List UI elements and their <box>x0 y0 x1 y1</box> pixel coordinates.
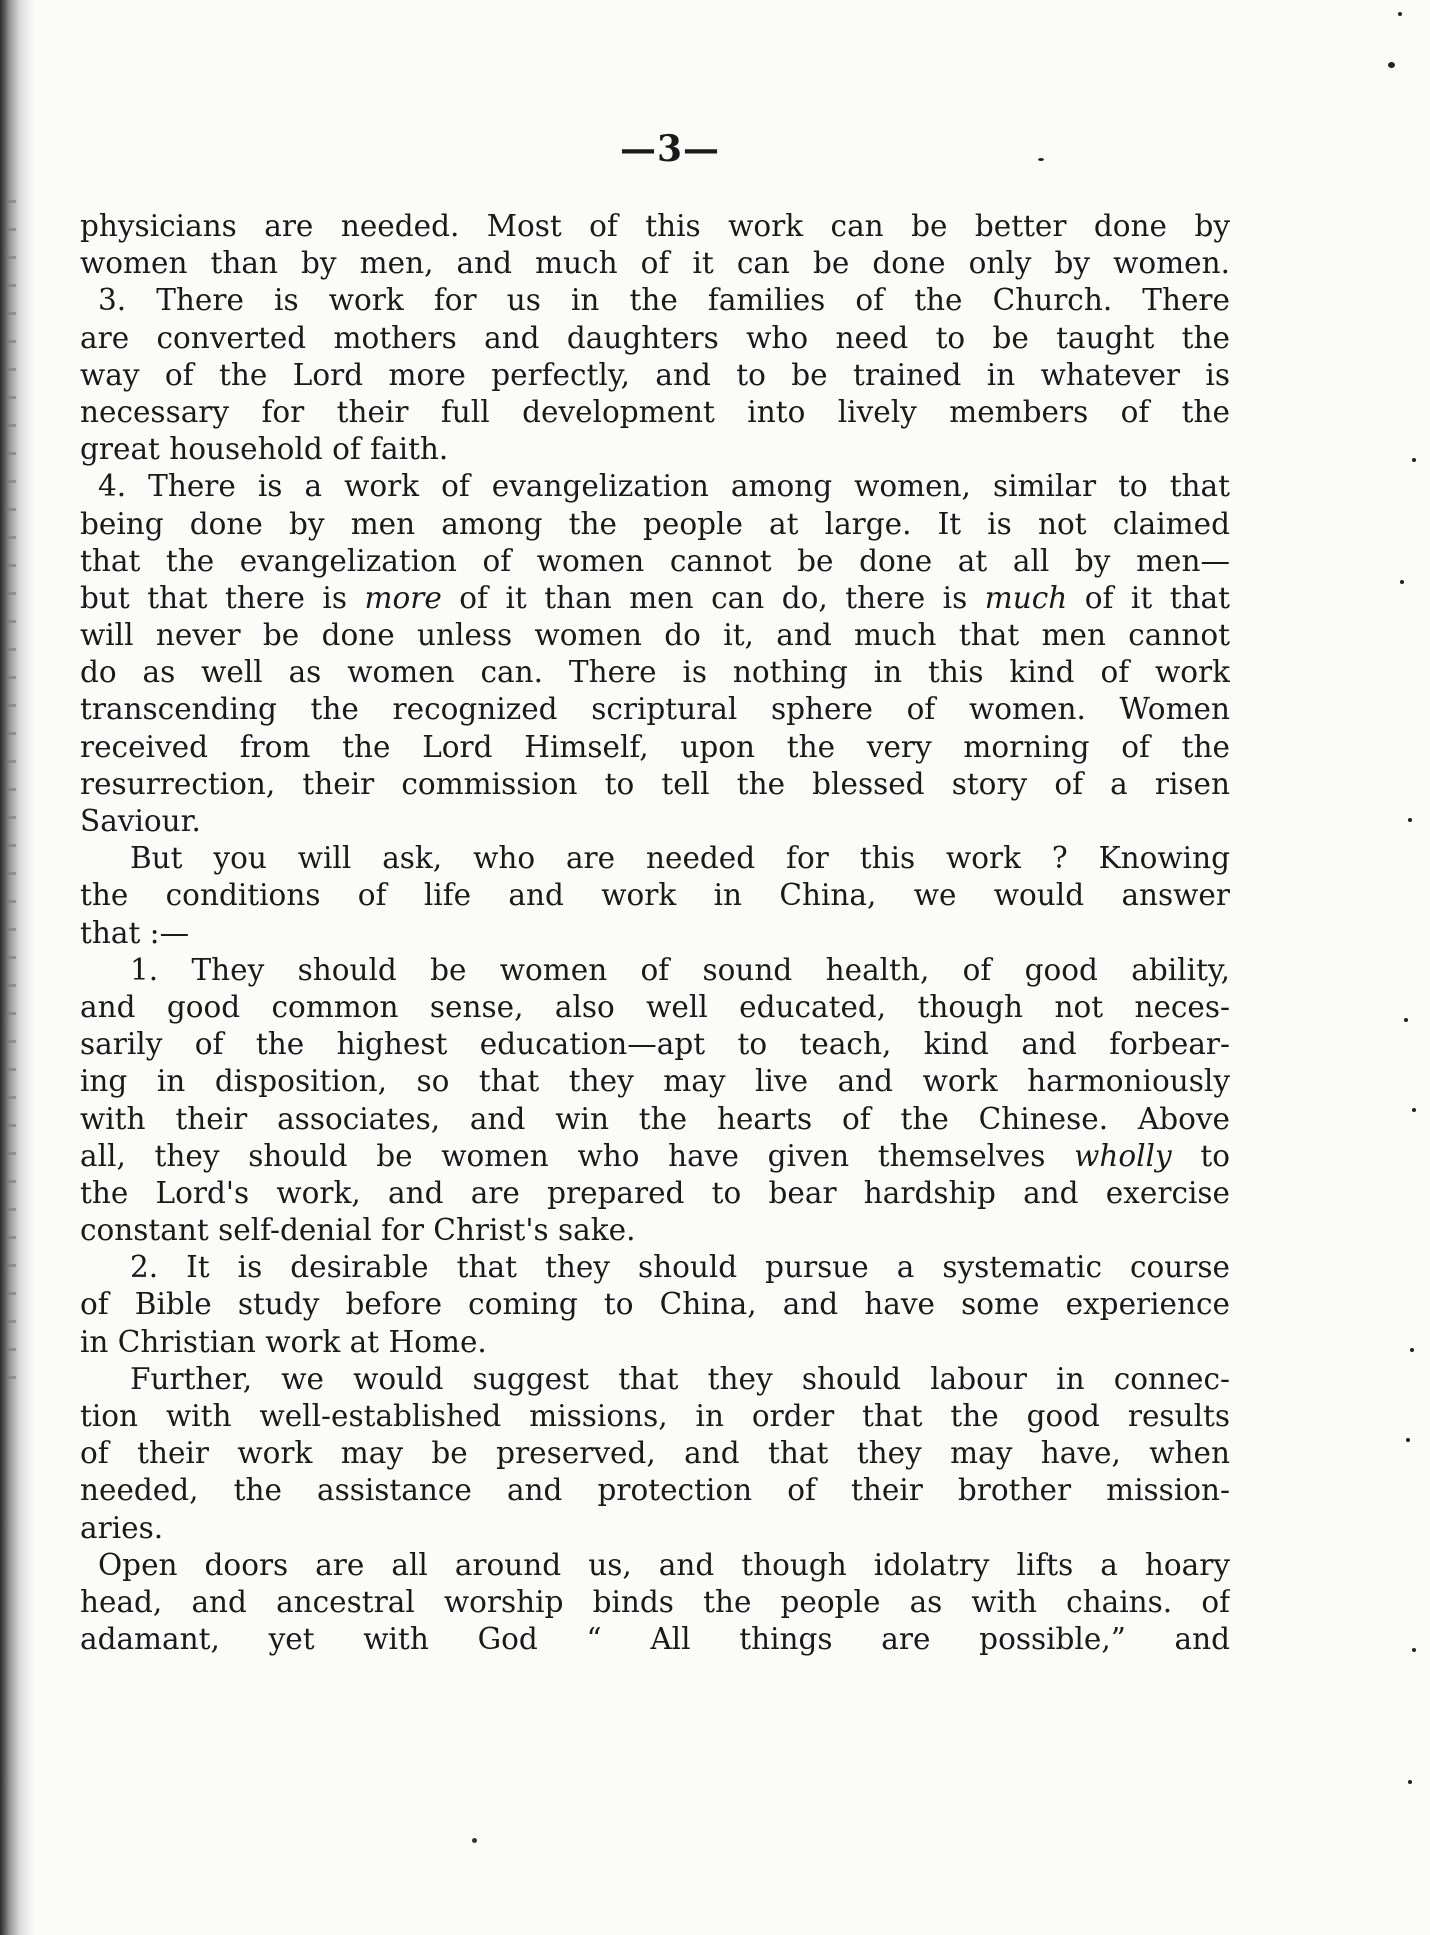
text-line: Saviour. <box>80 804 201 838</box>
scan-speck <box>1412 1648 1416 1652</box>
scan-speck <box>1410 1348 1414 1352</box>
text-line: tion with well-established missions, in order that the good results <box>80 1399 1230 1433</box>
scan-speck <box>1038 158 1044 161</box>
scan-speck <box>472 1838 477 1843</box>
text-line: received from the Lord Himself, upon the very morning of the <box>80 729 1230 764</box>
scan-speck <box>1408 1780 1412 1784</box>
emphasized-word: much <box>984 580 1068 615</box>
scan-speck <box>1408 818 1412 822</box>
text-line: will never be done unless women do it, and much that men cannot <box>80 618 1230 653</box>
text-line: that :— <box>80 915 190 950</box>
scan-speck <box>1406 1438 1410 1442</box>
text-line: sarily of the highest education—apt to teach, kind and forbear- <box>80 1027 1230 1062</box>
text-line: resurrection, their commission to tell the blessed story of a risen <box>80 766 1230 801</box>
text-segment: to <box>1171 1138 1230 1173</box>
text-line: transcending the recognized scriptural sphere of women. Women <box>80 692 1230 727</box>
scan-speck <box>1400 580 1404 584</box>
scan-speck <box>1388 62 1395 68</box>
emphasized-word: more <box>364 580 442 615</box>
text-line: constant self-denial for Christ's sake. <box>80 1213 636 1248</box>
text-line: ing in disposition, so that they may live and work harmoniously <box>80 1064 1230 1099</box>
text-line: Open doors are all around us, and though idolatry lifts a hoary <box>98 1547 1230 1582</box>
text-line: the conditions of life and work in China, we would answer <box>80 878 1230 913</box>
text-line: physicians are needed. Most of this work can be better done by <box>80 209 1230 243</box>
body-text <box>80 208 1230 1658</box>
text-line: of Bible study before coming to China, and have some experience <box>80 1287 1230 1322</box>
text-line: with their associates, and win the hearts of the Chinese. Above <box>80 1101 1230 1136</box>
text-line: 3. There is work for us in the families of the Church. There <box>98 283 1230 318</box>
text-line: needed, the assistance and protection of their brother mission- <box>80 1473 1230 1508</box>
text-segment: of it that <box>1067 580 1230 615</box>
text-line: But you will ask, who are needed for this work ? Knowing <box>130 841 1230 876</box>
text-line: way of the Lord more perfectly, and to be trained in whatever is <box>80 357 1230 392</box>
text-line: being done by men among the people at large. It is not claimed <box>80 506 1230 541</box>
text-line: the Lord's work, and are prepared to bear hardship and exercise <box>80 1175 1230 1210</box>
text-line <box>80 580 1230 617</box>
text-line: that the evangelization of women cannot be done at all by men— <box>80 543 1230 578</box>
text-line: women than by men, and much of it can be done only by women. <box>80 246 1230 281</box>
text-segment: of it than men can do, there is <box>441 580 985 615</box>
scan-speck <box>1398 12 1402 16</box>
text-line: of their work may be preserved, and that they may have, when <box>80 1436 1230 1471</box>
binding-edge <box>0 0 34 1935</box>
text-segment: all, they should be women who have given themselves <box>80 1138 1075 1173</box>
page-number: —3— <box>619 128 721 170</box>
text-line: Further, we would suggest that they should labour in connec- <box>130 1361 1230 1396</box>
text-line: aries. <box>80 1510 164 1545</box>
text-line: are converted mothers and daughters who need to be taught the <box>80 320 1230 355</box>
text-line: 2. It is desirable that they should pursue a systematic course <box>130 1250 1230 1285</box>
scan-speck <box>1404 1018 1408 1022</box>
text-line: 1. They should be women of sound health, of good ability, <box>130 952 1230 987</box>
text-line: head, and ancestral worship binds the people as with chains. of <box>80 1584 1230 1619</box>
text-line: in Christian work at Home. <box>80 1324 487 1359</box>
text-line: necessary for their full development into lively members of the <box>80 394 1230 429</box>
text-line: do as well as women can. There is nothing in this kind of work <box>80 655 1230 690</box>
binding-stitching <box>8 200 16 1400</box>
scan-speck <box>1412 458 1416 462</box>
emphasized-word: wholly <box>1074 1138 1172 1173</box>
text-line: and good common sense, also well educated, though not neces- <box>80 989 1230 1024</box>
text-segment: but that there is <box>80 580 365 615</box>
text-line: great household of faith. <box>80 432 449 467</box>
text-line: adamant, yet with God “ All things are possible,” and <box>80 1622 1230 1657</box>
scan-speck <box>1412 1108 1416 1112</box>
text-line <box>80 1138 1230 1175</box>
text-line: 4. There is a work of evangelization among women, similar to that <box>98 469 1230 504</box>
